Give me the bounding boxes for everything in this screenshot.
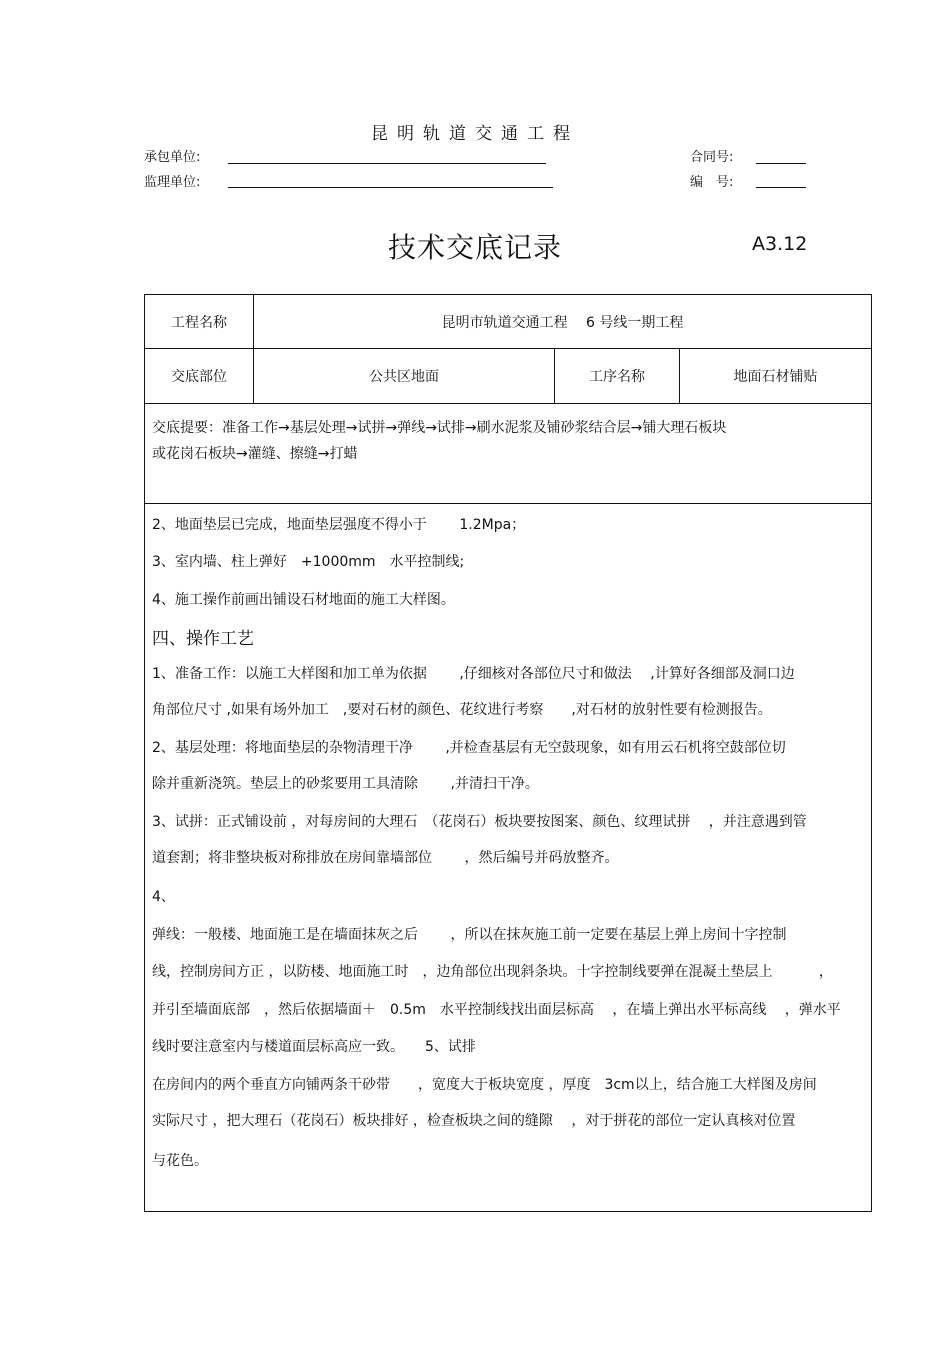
body-line: 3、室内墙、柱上弹好 +1000mm 水平控制线;	[152, 554, 465, 570]
supervisor-label: 监理单位:	[144, 175, 201, 190]
location-row	[145, 349, 872, 404]
body-line: 3、试拼：正式铺设前 ，对每房间的大理石 （花岗石）板块要按图案、颜色、纹理试拼 ，并注意遇到管	[152, 814, 807, 830]
contract-no-line	[756, 163, 806, 164]
body-line: 2、基层处理：将地面垫层的杂物清理干净 ,并检查基层有无空鼓现象，如有用云石机将空鼓部位切	[152, 740, 786, 756]
supervisor-line	[228, 187, 553, 188]
body-line: 在房间内的两个垂直方向铺两条干砂带 ，宽度大于板块宽度 ，厚度 3cm以上，结合施工大样图及房间	[152, 1077, 817, 1093]
document-title: 技术交底记录	[387, 231, 562, 264]
project-name-label: 工程名称	[145, 295, 254, 349]
project-row	[145, 295, 872, 349]
project-name-value: 昆明市轨道交通工程 6 号线一期工程	[254, 295, 872, 349]
body-line: 并引至墙面底部 ，然后依据墙面＋ 0.5m 水平控制线找出面层标高 ，在墙上弹出水平标高线 ，弹水平	[152, 1002, 841, 1018]
contractor-line	[228, 163, 546, 164]
project-header: 昆明轨道交通工程	[371, 124, 579, 144]
serial-no-line	[756, 187, 806, 188]
location-label: 交底部位	[145, 349, 254, 404]
body-line: 道套割；将非整块板对称排放在房间靠墙部位 ，然后编号并码放整齐。	[152, 850, 619, 866]
body-line: 与花色。	[152, 1153, 208, 1169]
info-table	[144, 294, 872, 404]
form-code: A3.12	[752, 233, 808, 255]
contractor-label: 承包单位:	[144, 150, 201, 165]
body-line: 除并重新浇筑。垫层上的砂浆要用工具清除 ,并清扫干净。	[152, 776, 539, 792]
body-line: 实际尺寸 ，把大理石（花岗石）板块排好 ，检查板块之间的缝隙 ，对于拼花的部位一定认真核对位置	[152, 1113, 796, 1129]
body-line: 角部位尺寸 ,如果有场外加工 ,要对石材的颜色、花纹进行考察 ,对石材的放射性要有检测报告。	[152, 702, 772, 718]
summary-line: 或花岗石板块→灌缝、擦缝→打蜡	[152, 446, 358, 462]
body-line: 线，控制房间方正 ，以防楼、地面施工时 ，边角部位出现斜条块。十字控制线要弹在混凝土垫层上 ，	[152, 964, 833, 980]
body-line: 线时要注意室内与楼道面层标高应一致。 5、试排	[152, 1039, 476, 1055]
process-label: 工序名称	[555, 349, 680, 404]
body-line: 1、准备工作：以施工大样图和加工单为依据 ,仔细核对各部位尺寸和做法 ,计算好各细部及洞口边	[152, 666, 795, 682]
process-value: 地面石材铺贴	[680, 349, 872, 404]
summary-line: 交底提要：准备工作→基层处理→试拼→弹线→试排→刷水泥浆及铺砂浆结合层→铺大理石板块	[152, 420, 727, 436]
body-line: 2、地面垫层已完成，地面垫层强度不得小于 1.2Mpa；	[152, 517, 526, 533]
body-line: 4、施工操作前画出铺设石材地面的施工大样图。	[152, 592, 455, 608]
location-value: 公共区地面	[254, 349, 555, 404]
section-heading: 四、操作工艺	[152, 629, 254, 649]
contract-no-label: 合同号:	[690, 150, 734, 165]
body-line: 4、	[152, 889, 175, 905]
serial-no-label: 编 号:	[690, 175, 734, 190]
body-line: 弹线：一般楼、地面施工是在墙面抹灰之后 ，所以在抹灰施工前一定要在基层上弹上房间十字控制	[152, 927, 787, 943]
